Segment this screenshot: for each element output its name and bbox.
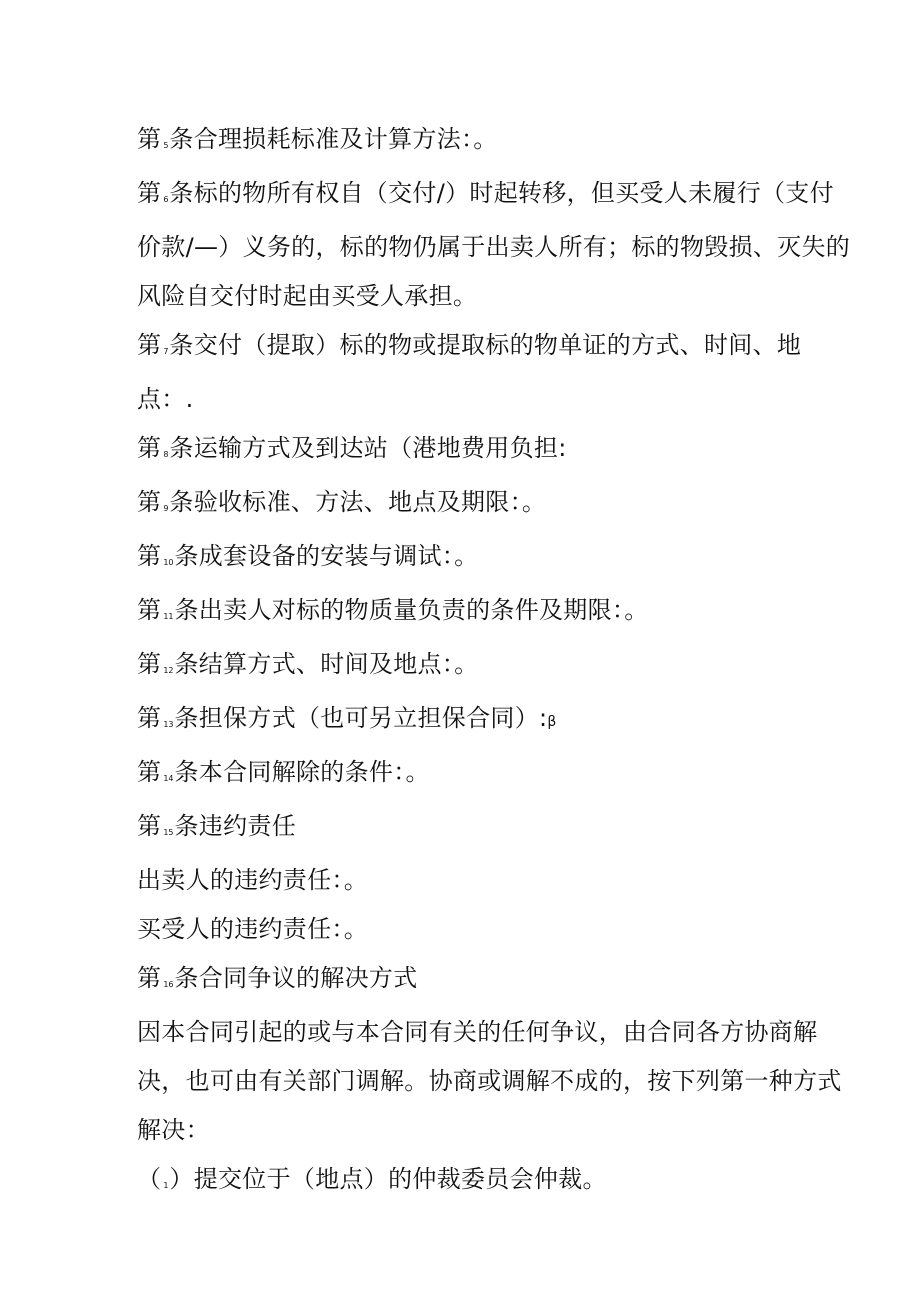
option-text: ）提交位于（地点）的仲裁委员会仲裁。 xyxy=(169,1165,607,1193)
clause-text: 条本合同解除的条件：。 xyxy=(174,758,430,786)
clause-prefix: 第 xyxy=(137,179,162,207)
seller-liability: 出卖人的违约责任：。 xyxy=(137,866,368,894)
clause-12 xyxy=(137,640,857,694)
clause-14 xyxy=(137,748,857,802)
clause-number: 16 xyxy=(163,980,174,989)
clause-prefix: 第 xyxy=(137,488,162,516)
clause-number: 6 xyxy=(163,195,169,204)
clause-16 xyxy=(137,954,857,1008)
clause-number: 12 xyxy=(163,666,174,675)
clause-text: 条成套设备的安装与调试：。 xyxy=(174,542,479,570)
clause-number: 7 xyxy=(163,347,169,356)
clause-prefix: 第 xyxy=(137,596,162,624)
clause-number: 8 xyxy=(163,450,169,459)
clause-text: 条交付（提取）标的物或提取标的物单证的方式、时间、地点：. xyxy=(137,331,802,413)
clause-6 xyxy=(137,169,857,321)
clause-10 xyxy=(137,532,857,586)
clause-prefix: 第 xyxy=(137,331,162,359)
dispute-paragraph: 因本合同引起的或与本合同有关的任何争议，由合同各方协商解决，也可由有关部门调解。协商或调解不成的，按下列第一种方式解决： xyxy=(137,1018,842,1144)
clause-13 xyxy=(137,694,857,748)
clause-5 xyxy=(137,115,857,169)
clause-prefix: 第 xyxy=(137,542,162,570)
clause-prefix: 第 xyxy=(137,704,162,732)
clause-prefix: 第 xyxy=(137,434,162,462)
clause-prefix: 第 xyxy=(137,812,162,840)
clause-text: 条运输方式及到达站（港地费用负担: xyxy=(169,434,567,462)
clause-number: 13 xyxy=(163,720,174,729)
clause-number: 9 xyxy=(163,504,169,513)
option-number: 1 xyxy=(163,1181,169,1190)
clause-9 xyxy=(137,478,857,532)
clause-text: 条出卖人对标的物质量负责的条件及期限：。 xyxy=(174,596,649,624)
clause-text: 条合同争议的解决方式 xyxy=(174,964,418,992)
clause-number: 11 xyxy=(163,612,174,621)
arbitration-option-1 xyxy=(137,1155,857,1209)
clause-8 xyxy=(137,424,857,478)
document-body xyxy=(137,115,857,1209)
option-open-paren: （ xyxy=(137,1165,162,1193)
clause-number: 5 xyxy=(163,141,169,150)
clause-11 xyxy=(137,586,857,640)
clause-number: 15 xyxy=(163,828,174,837)
clause-15 xyxy=(137,802,857,856)
clause-prefix: 第 xyxy=(137,650,162,678)
clause-prefix: 第 xyxy=(137,125,162,153)
clause-text: 条验收标准、方法、地点及期限：。 xyxy=(169,488,547,516)
clause-text: 条违约责任 xyxy=(174,812,296,840)
clause-7 xyxy=(137,321,857,424)
clause-text: 条结算方式、时间及地点：。 xyxy=(174,650,479,678)
clause-prefix: 第 xyxy=(137,964,162,992)
clause-tail: β xyxy=(547,714,557,730)
clause-text: 条担保方式（也可另立担保合同）: xyxy=(174,704,548,732)
clause-number: 10 xyxy=(163,558,174,567)
clause-text: 条合理损耗标准及计算方法：。 xyxy=(169,125,498,153)
clause-number: 14 xyxy=(163,774,174,783)
buyer-liability: 买受人的违约责任：。 xyxy=(137,915,368,943)
clause-text: 条标的物所有权自（交付/）时起转移，但买受人未履行（支付价款/—）义务的，标的物仍属于出卖人所有；标的物毁损、灭失的风险自交付时起由买受人承担。 xyxy=(137,179,851,310)
clause-prefix: 第 xyxy=(137,758,162,786)
